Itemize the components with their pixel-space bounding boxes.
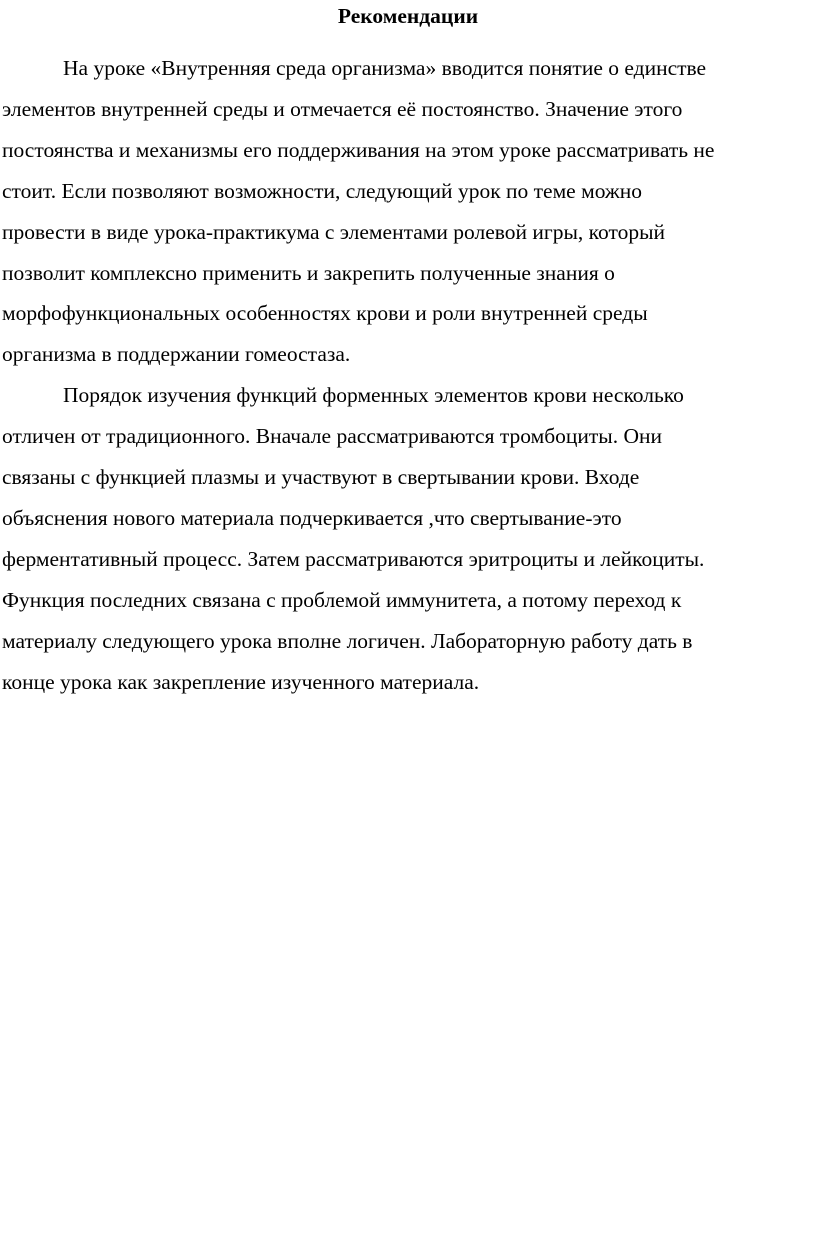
- paragraph-blood-elements: Порядок изучения функций форменных элементов крови несколько отличен от традиционного. Вначале рассматриваются тромбоциты. Они связаны с функцией плазмы и участвуют в свертывании крови. Входе объяснения нового материала подчеркивается ,что свертывание-это ферментативный процесс. Затем рассматриваются эритроциты и лейкоциты. Функция последних связана с проблемой иммунитета, а потому переход к материалу следующего урока вполне логичен. Лабораторную работу дать в конце урока как закрепление изученного материала.: [2, 383, 705, 694]
- document-body: [2, 48, 814, 703]
- paragraph-internal-environment: На уроке «Внутренняя среда организма» вводится понятие о единстве элементов внутренней среды и отмечается её постоянство. Значение этого постоянства и механизмы его поддерживания на этом уроке рассматривать не стоит. Если позволяют возможности, следующий урок по теме можно провести в виде урока-практикума с элементами ролевой игры, который позволит комплексно применить и закрепить полученные знания о морфофункциональных особенностях крови и роли внутренней среды организма в поддержании гомеостаза.: [2, 56, 715, 367]
- document-title: Рекомендации: [337, 4, 479, 28]
